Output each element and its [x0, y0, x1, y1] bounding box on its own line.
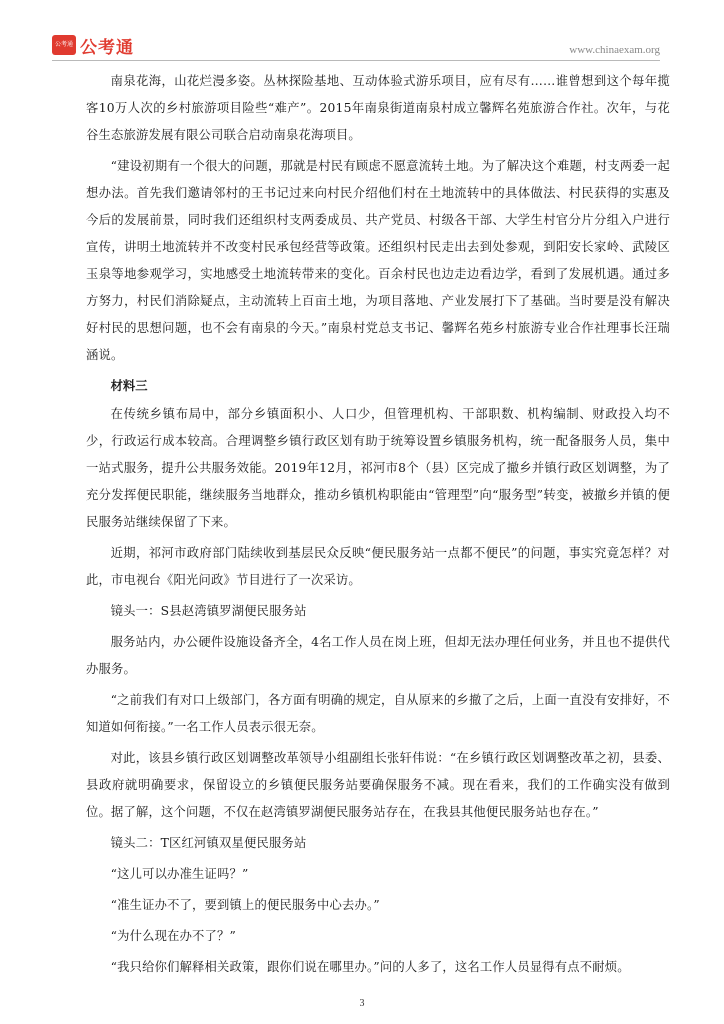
paragraph: “之前我们有对口上级部门，各方面有明确的规定，自从原来的乡撤了之后，上面一直没有安排好，不知道如何衔接。”一名工作人员表示很无奈。	[86, 693, 670, 734]
logo-badge: 公考通	[52, 35, 76, 55]
logo[interactable]	[52, 34, 134, 56]
logo-text: 公考通	[80, 37, 134, 58]
site-url[interactable]: www.chinaexam.org	[569, 44, 660, 56]
paragraph: 镜头一：S县赵湾镇罗湖便民服务站	[110, 604, 307, 618]
paragraph: “为什么现在办不了？”	[110, 929, 237, 943]
header-divider	[52, 60, 660, 61]
paragraph: “我只给你们解释相关政策，跟你们说在哪里办。”问的人多了，这名工作人员显得有点不耐烦。	[110, 960, 630, 974]
paragraph: 镜头二：T区红河镇双星便民服务站	[110, 836, 307, 850]
paragraph: 服务站内，办公硬件设施设备齐全，4名工作人员在岗上班，但却无法办理任何业务，并且也不提供代办服务。	[86, 635, 670, 676]
paragraph: 近期，祁河市政府部门陆续收到基层民众反映“便民服务站一点都不便民”的问题，事实究竟怎样？对此，市电视台《阳光问政》节目进行了一次采访。	[86, 546, 670, 587]
paragraph: 在传统乡镇布局中，部分乡镇面积小、人口少，但管理机构、干部职数、机构编制、财政投入均不少，行政运行成本较高。合理调整乡镇行政区划有助于统筹设置乡镇服务机构，统一配备服务人员，集中一站式服务，提升公共服务效能。2019年12月，祁河市8个（县）区完成了撤乡并镇行政区划调整，为了充分发挥便民职能，继续服务当地群众，推动乡镇机构职能由“管理型”向“服务型”转变，被撤乡并镇的便民服务站继续保留了下来。	[86, 407, 670, 529]
document-body	[86, 68, 670, 985]
section-title: 材料三	[110, 379, 148, 393]
page-number: 3	[359, 998, 365, 1009]
paragraph: 南泉花海，山花烂漫多姿。丛林探险基地、互动体验式游乐项目，应有尽有……谁曾想到这个每年揽客10万人次的乡村旅游项目险些“难产”。2015年南泉街道南泉村成立馨辉名苑旅游合作社。次年，与花谷生态旅游发展有限公司联合启动南泉花海项目。	[86, 74, 670, 142]
paragraph: “准生证办不了，要到镇上的便民服务中心去办。”	[110, 898, 380, 912]
paragraph: “建设初期有一个很大的问题，那就是村民有顾虑不愿意流转土地。为了解决这个难题，村支两委一起想办法。首先我们邀请邻村的王书记过来向村民介绍他们村在土地流转中的具体做法、村民获得的实惠及今后的发展前景，同时我们还组织村支两委成员、共产党员、村级各干部、大学生村官分片分组入户进行宣传，讲明土地流转并不改变村民承包经营等政策。还组织村民走出去到处参观，到阳安长家岭、武陵区玉泉等地参观学习，实地感受土地流转带来的变化。百余村民也边走边看边学，看到了发展机遇。通过多方努力，村民们消除疑点，主动流转上百亩土地，为项目落地、产业发展打下了基础。当时要是没有解决好村民的思想问题，也不会有南泉的今天。”南泉村党总支书记、馨辉名苑乡村旅游专业合作社理事长汪瑞涵说。	[86, 159, 670, 362]
page-header	[0, 0, 724, 62]
paragraph: “这儿可以办准生证吗？”	[110, 867, 249, 881]
paragraph: 对此，该县乡镇行政区划调整改革领导小组副组长张轩伟说：“在乡镇行政区划调整改革之初，县委、县政府就明确要求，保留设立的乡镇便民服务站要确保服务不减。现在看来，我们的工作确实没有做到位。据了解，这个问题，不仅在赵湾镇罗湖便民服务站存在，在我县其他便民服务站也存在。”	[86, 751, 670, 819]
